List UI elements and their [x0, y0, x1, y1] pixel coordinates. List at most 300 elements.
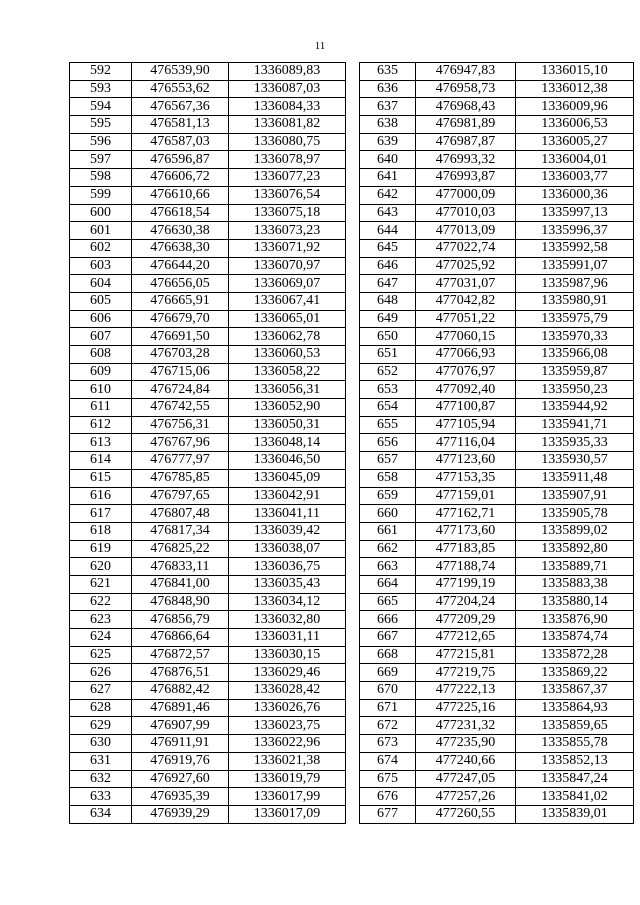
- point-number-cell: 675: [360, 770, 416, 788]
- y-coordinate-cell: 1335872,28: [516, 646, 634, 664]
- x-coordinate-cell: 476993,87: [416, 169, 516, 187]
- point-number-cell: 617: [70, 505, 132, 523]
- point-number-cell: 614: [70, 452, 132, 470]
- table-row: [70, 186, 346, 204]
- y-coordinate-cell: 1336084,33: [229, 98, 346, 116]
- x-coordinate-cell: 476767,96: [132, 434, 229, 452]
- point-number-cell: 635: [360, 63, 416, 81]
- y-coordinate-cell: 1335880,14: [516, 593, 634, 611]
- table-row: [360, 63, 634, 81]
- point-number-cell: 656: [360, 434, 416, 452]
- y-coordinate-cell: 1335992,58: [516, 239, 634, 257]
- table-row: [70, 169, 346, 187]
- point-number-cell: 598: [70, 169, 132, 187]
- x-coordinate-cell: 476587,03: [132, 133, 229, 151]
- table-row: [360, 770, 634, 788]
- point-number-cell: 660: [360, 505, 416, 523]
- table-row: [360, 699, 634, 717]
- table-row: [70, 80, 346, 98]
- x-coordinate-cell: 476993,32: [416, 151, 516, 169]
- y-coordinate-cell: 1335980,91: [516, 292, 634, 310]
- point-number-cell: 657: [360, 452, 416, 470]
- y-coordinate-cell: 1336006,53: [516, 116, 634, 134]
- x-coordinate-cell: 476919,76: [132, 752, 229, 770]
- x-coordinate-cell: 476866,64: [132, 629, 229, 647]
- table-row: [360, 346, 634, 364]
- point-number-cell: 674: [360, 752, 416, 770]
- table-row: [360, 505, 634, 523]
- point-number-cell: 600: [70, 204, 132, 222]
- x-coordinate-cell: 476817,34: [132, 522, 229, 540]
- point-number-cell: 630: [70, 735, 132, 753]
- y-coordinate-cell: 1336022,96: [229, 735, 346, 753]
- y-coordinate-cell: 1336060,53: [229, 346, 346, 364]
- point-number-cell: 599: [70, 186, 132, 204]
- y-coordinate-cell: 1335950,23: [516, 381, 634, 399]
- point-number-cell: 625: [70, 646, 132, 664]
- point-number-cell: 604: [70, 275, 132, 293]
- point-number-cell: 612: [70, 416, 132, 434]
- table-row: [70, 399, 346, 417]
- x-coordinate-cell: 477183,85: [416, 540, 516, 558]
- point-number-cell: 654: [360, 399, 416, 417]
- table-row: [360, 593, 634, 611]
- table-row: [70, 204, 346, 222]
- table-row: [360, 735, 634, 753]
- x-coordinate-cell: 477076,97: [416, 363, 516, 381]
- y-coordinate-cell: 1336070,97: [229, 257, 346, 275]
- x-coordinate-cell: 477260,55: [416, 805, 516, 823]
- x-coordinate-cell: 477159,01: [416, 487, 516, 505]
- table-row: [360, 222, 634, 240]
- table-row: [360, 204, 634, 222]
- x-coordinate-cell: 476742,55: [132, 399, 229, 417]
- x-coordinate-cell: 476596,87: [132, 151, 229, 169]
- y-coordinate-cell: 1335847,24: [516, 770, 634, 788]
- x-coordinate-cell: 476656,05: [132, 275, 229, 293]
- table-row: [360, 328, 634, 346]
- y-coordinate-cell: 1336028,42: [229, 682, 346, 700]
- x-coordinate-cell: 476833,11: [132, 558, 229, 576]
- x-coordinate-cell: 476703,28: [132, 346, 229, 364]
- y-coordinate-cell: 1336050,31: [229, 416, 346, 434]
- point-number-cell: 619: [70, 540, 132, 558]
- y-coordinate-cell: 1335935,33: [516, 434, 634, 452]
- point-number-cell: 608: [70, 346, 132, 364]
- point-number-cell: 666: [360, 611, 416, 629]
- point-number-cell: 676: [360, 788, 416, 806]
- y-coordinate-cell: 1335889,71: [516, 558, 634, 576]
- point-number-cell: 597: [70, 151, 132, 169]
- table-row: [70, 222, 346, 240]
- y-coordinate-cell: 1336042,91: [229, 487, 346, 505]
- x-coordinate-cell: 477219,75: [416, 664, 516, 682]
- x-coordinate-cell: 477204,24: [416, 593, 516, 611]
- point-number-cell: 595: [70, 116, 132, 134]
- table-row: [70, 363, 346, 381]
- y-coordinate-cell: 1336071,92: [229, 239, 346, 257]
- y-coordinate-cell: 1335883,38: [516, 575, 634, 593]
- x-coordinate-cell: 476841,00: [132, 575, 229, 593]
- y-coordinate-cell: 1335892,80: [516, 540, 634, 558]
- table-row: [360, 239, 634, 257]
- point-number-cell: 624: [70, 629, 132, 647]
- x-coordinate-cell: 477092,40: [416, 381, 516, 399]
- table-row: [360, 788, 634, 806]
- table-row: [360, 611, 634, 629]
- y-coordinate-cell: 1336041,11: [229, 505, 346, 523]
- point-number-cell: 640: [360, 151, 416, 169]
- y-coordinate-cell: 1335855,78: [516, 735, 634, 753]
- point-number-cell: 663: [360, 558, 416, 576]
- x-coordinate-cell: 477240,66: [416, 752, 516, 770]
- table-row: [70, 540, 346, 558]
- y-coordinate-cell: 1335874,74: [516, 629, 634, 647]
- x-coordinate-cell: 477066,93: [416, 346, 516, 364]
- y-coordinate-cell: 1336048,14: [229, 434, 346, 452]
- y-coordinate-cell: 1336080,75: [229, 133, 346, 151]
- x-coordinate-cell: 476567,36: [132, 98, 229, 116]
- table-row: [70, 292, 346, 310]
- y-coordinate-cell: 1336030,15: [229, 646, 346, 664]
- y-coordinate-cell: 1336005,27: [516, 133, 634, 151]
- table-row: [360, 664, 634, 682]
- x-coordinate-cell: 476638,30: [132, 239, 229, 257]
- y-coordinate-cell: 1335991,07: [516, 257, 634, 275]
- y-coordinate-cell: 1336034,12: [229, 593, 346, 611]
- table-row: [360, 682, 634, 700]
- y-coordinate-cell: 1335996,37: [516, 222, 634, 240]
- table-row: [70, 116, 346, 134]
- y-coordinate-cell: 1335987,96: [516, 275, 634, 293]
- point-number-cell: 607: [70, 328, 132, 346]
- y-coordinate-cell: 1336045,09: [229, 469, 346, 487]
- table-row: [360, 717, 634, 735]
- point-number-cell: 653: [360, 381, 416, 399]
- x-coordinate-cell: 476785,85: [132, 469, 229, 487]
- point-number-cell: 615: [70, 469, 132, 487]
- y-coordinate-cell: 1335867,37: [516, 682, 634, 700]
- x-coordinate-cell: 476610,66: [132, 186, 229, 204]
- x-coordinate-cell: 477231,32: [416, 717, 516, 735]
- y-coordinate-cell: 1336019,79: [229, 770, 346, 788]
- table-row: [70, 752, 346, 770]
- y-coordinate-cell: 1335930,57: [516, 452, 634, 470]
- y-coordinate-cell: 1336029,46: [229, 664, 346, 682]
- point-number-cell: 643: [360, 204, 416, 222]
- table-row: [360, 434, 634, 452]
- table-row: [70, 328, 346, 346]
- table-row: [360, 558, 634, 576]
- point-number-cell: 673: [360, 735, 416, 753]
- point-number-cell: 667: [360, 629, 416, 647]
- x-coordinate-cell: 476958,73: [416, 80, 516, 98]
- point-number-cell: 605: [70, 292, 132, 310]
- table-row: [360, 487, 634, 505]
- table-row: [360, 363, 634, 381]
- table-row: [70, 452, 346, 470]
- point-number-cell: 633: [70, 788, 132, 806]
- point-number-cell: 652: [360, 363, 416, 381]
- x-coordinate-cell: 477209,29: [416, 611, 516, 629]
- point-number-cell: 610: [70, 381, 132, 399]
- table-row: [70, 416, 346, 434]
- y-coordinate-cell: 1336017,99: [229, 788, 346, 806]
- x-coordinate-cell: 477188,74: [416, 558, 516, 576]
- y-coordinate-cell: 1336076,54: [229, 186, 346, 204]
- x-coordinate-cell: 476968,43: [416, 98, 516, 116]
- point-number-cell: 665: [360, 593, 416, 611]
- y-coordinate-cell: 1336039,42: [229, 522, 346, 540]
- point-number-cell: 592: [70, 63, 132, 81]
- x-coordinate-cell: 476882,42: [132, 682, 229, 700]
- point-number-cell: 626: [70, 664, 132, 682]
- y-coordinate-cell: 1336075,18: [229, 204, 346, 222]
- point-number-cell: 593: [70, 80, 132, 98]
- x-coordinate-cell: 477199,19: [416, 575, 516, 593]
- point-number-cell: 628: [70, 699, 132, 717]
- table-row: [70, 735, 346, 753]
- x-coordinate-cell: 476927,60: [132, 770, 229, 788]
- x-coordinate-cell: 477153,35: [416, 469, 516, 487]
- y-coordinate-cell: 1336035,43: [229, 575, 346, 593]
- y-coordinate-cell: 1336065,01: [229, 310, 346, 328]
- point-number-cell: 629: [70, 717, 132, 735]
- table-row: [70, 575, 346, 593]
- table-row: [70, 63, 346, 81]
- table-row: [360, 116, 634, 134]
- x-coordinate-cell: 476981,89: [416, 116, 516, 134]
- y-coordinate-cell: 1336023,75: [229, 717, 346, 735]
- table-row: [360, 646, 634, 664]
- y-coordinate-cell: 1336000,36: [516, 186, 634, 204]
- table-row: [70, 275, 346, 293]
- point-number-cell: 647: [360, 275, 416, 293]
- x-coordinate-cell: 476935,39: [132, 788, 229, 806]
- point-number-cell: 606: [70, 310, 132, 328]
- x-coordinate-cell: 477060,15: [416, 328, 516, 346]
- point-number-cell: 642: [360, 186, 416, 204]
- x-coordinate-cell: 476797,65: [132, 487, 229, 505]
- table-row: [70, 434, 346, 452]
- y-coordinate-cell: 1336004,01: [516, 151, 634, 169]
- x-coordinate-cell: 476724,84: [132, 381, 229, 399]
- table-row: [70, 469, 346, 487]
- point-number-cell: 671: [360, 699, 416, 717]
- point-number-cell: 651: [360, 346, 416, 364]
- x-coordinate-cell: 476876,51: [132, 664, 229, 682]
- point-number-cell: 636: [360, 80, 416, 98]
- point-number-cell: 601: [70, 222, 132, 240]
- y-coordinate-cell: 1336032,80: [229, 611, 346, 629]
- table-row: [360, 469, 634, 487]
- point-number-cell: 670: [360, 682, 416, 700]
- y-coordinate-cell: 1336012,38: [516, 80, 634, 98]
- x-coordinate-cell: 476618,54: [132, 204, 229, 222]
- x-coordinate-cell: 476679,70: [132, 310, 229, 328]
- point-number-cell: 655: [360, 416, 416, 434]
- x-coordinate-cell: 476891,46: [132, 699, 229, 717]
- table-row: [70, 717, 346, 735]
- x-coordinate-cell: 476581,13: [132, 116, 229, 134]
- x-coordinate-cell: 476715,06: [132, 363, 229, 381]
- table-row: [360, 275, 634, 293]
- point-number-cell: 661: [360, 522, 416, 540]
- table-row: [70, 133, 346, 151]
- y-coordinate-cell: 1336052,90: [229, 399, 346, 417]
- table-row: [360, 292, 634, 310]
- point-number-cell: 649: [360, 310, 416, 328]
- y-coordinate-cell: 1336017,09: [229, 805, 346, 823]
- table-row: [360, 752, 634, 770]
- y-coordinate-cell: 1335839,01: [516, 805, 634, 823]
- table-row: [70, 699, 346, 717]
- y-coordinate-cell: 1335907,91: [516, 487, 634, 505]
- table-row: [70, 257, 346, 275]
- table-row: [70, 522, 346, 540]
- table-row: [360, 98, 634, 116]
- y-coordinate-cell: 1336056,31: [229, 381, 346, 399]
- point-number-cell: 668: [360, 646, 416, 664]
- table-row: [70, 558, 346, 576]
- y-coordinate-cell: 1335970,33: [516, 328, 634, 346]
- x-coordinate-cell: 476907,99: [132, 717, 229, 735]
- table-row: [360, 310, 634, 328]
- point-number-cell: 662: [360, 540, 416, 558]
- x-coordinate-cell: 477235,90: [416, 735, 516, 753]
- table-row: [360, 257, 634, 275]
- point-number-cell: 639: [360, 133, 416, 151]
- point-number-cell: 669: [360, 664, 416, 682]
- x-coordinate-cell: 477013,09: [416, 222, 516, 240]
- table-row: [70, 770, 346, 788]
- table-row: [360, 381, 634, 399]
- y-coordinate-cell: 1336058,22: [229, 363, 346, 381]
- x-coordinate-cell: 476691,50: [132, 328, 229, 346]
- y-coordinate-cell: 1335944,92: [516, 399, 634, 417]
- table-row: [70, 646, 346, 664]
- y-coordinate-cell: 1336003,77: [516, 169, 634, 187]
- y-coordinate-cell: 1336087,03: [229, 80, 346, 98]
- y-coordinate-cell: 1335841,02: [516, 788, 634, 806]
- point-number-cell: 644: [360, 222, 416, 240]
- x-coordinate-cell: 476939,29: [132, 805, 229, 823]
- x-coordinate-cell: 477247,05: [416, 770, 516, 788]
- y-coordinate-cell: 1336036,75: [229, 558, 346, 576]
- point-number-cell: 596: [70, 133, 132, 151]
- x-coordinate-cell: 476825,22: [132, 540, 229, 558]
- point-number-cell: 637: [360, 98, 416, 116]
- y-coordinate-cell: 1336038,07: [229, 540, 346, 558]
- x-coordinate-cell: 477042,82: [416, 292, 516, 310]
- x-coordinate-cell: 477123,60: [416, 452, 516, 470]
- table-row: [70, 151, 346, 169]
- point-number-cell: 618: [70, 522, 132, 540]
- x-coordinate-cell: 476630,38: [132, 222, 229, 240]
- y-coordinate-cell: 1336031,11: [229, 629, 346, 647]
- table-row: [360, 169, 634, 187]
- x-coordinate-cell: 477051,22: [416, 310, 516, 328]
- point-number-cell: 634: [70, 805, 132, 823]
- y-coordinate-cell: 1335852,13: [516, 752, 634, 770]
- x-coordinate-cell: 476665,91: [132, 292, 229, 310]
- y-coordinate-cell: 1336078,97: [229, 151, 346, 169]
- table-row: [360, 399, 634, 417]
- x-coordinate-cell: 476947,83: [416, 63, 516, 81]
- y-coordinate-cell: 1336081,82: [229, 116, 346, 134]
- point-number-cell: 632: [70, 770, 132, 788]
- table-row: [70, 805, 346, 823]
- table-row: [70, 682, 346, 700]
- table-row: [70, 664, 346, 682]
- x-coordinate-cell: 477100,87: [416, 399, 516, 417]
- x-coordinate-cell: 476644,20: [132, 257, 229, 275]
- point-number-cell: 646: [360, 257, 416, 275]
- table-row: [70, 611, 346, 629]
- table-row: [360, 540, 634, 558]
- y-coordinate-cell: 1335911,48: [516, 469, 634, 487]
- y-coordinate-cell: 1336009,96: [516, 98, 634, 116]
- x-coordinate-cell: 477222,13: [416, 682, 516, 700]
- table-row: [360, 133, 634, 151]
- x-coordinate-cell: 477000,09: [416, 186, 516, 204]
- y-coordinate-cell: 1336015,10: [516, 63, 634, 81]
- y-coordinate-cell: 1336069,07: [229, 275, 346, 293]
- x-coordinate-cell: 476777,97: [132, 452, 229, 470]
- x-coordinate-cell: 476856,79: [132, 611, 229, 629]
- point-number-cell: 638: [360, 116, 416, 134]
- page-number: 11: [314, 40, 326, 52]
- y-coordinate-cell: 1335905,78: [516, 505, 634, 523]
- x-coordinate-cell: 476606,72: [132, 169, 229, 187]
- table-row: [360, 151, 634, 169]
- x-coordinate-cell: 477162,71: [416, 505, 516, 523]
- point-number-cell: 603: [70, 257, 132, 275]
- y-coordinate-cell: 1335966,08: [516, 346, 634, 364]
- y-coordinate-cell: 1335997,13: [516, 204, 634, 222]
- x-coordinate-cell: 476807,48: [132, 505, 229, 523]
- point-number-cell: 621: [70, 575, 132, 593]
- y-coordinate-cell: 1335959,87: [516, 363, 634, 381]
- point-number-cell: 659: [360, 487, 416, 505]
- y-coordinate-cell: 1335975,79: [516, 310, 634, 328]
- point-number-cell: 664: [360, 575, 416, 593]
- table-row: [70, 239, 346, 257]
- x-coordinate-cell: 477010,03: [416, 204, 516, 222]
- point-number-cell: 677: [360, 805, 416, 823]
- x-coordinate-cell: 477116,04: [416, 434, 516, 452]
- y-coordinate-cell: 1335941,71: [516, 416, 634, 434]
- point-number-cell: 602: [70, 239, 132, 257]
- table-row: [70, 381, 346, 399]
- x-coordinate-cell: 477257,26: [416, 788, 516, 806]
- table-row: [360, 186, 634, 204]
- coordinates-table-right: [359, 62, 634, 824]
- x-coordinate-cell: 476756,31: [132, 416, 229, 434]
- x-coordinate-cell: 476987,87: [416, 133, 516, 151]
- point-number-cell: 672: [360, 717, 416, 735]
- x-coordinate-cell: 477022,74: [416, 239, 516, 257]
- table-row: [70, 629, 346, 647]
- y-coordinate-cell: 1336021,38: [229, 752, 346, 770]
- table-row: [360, 522, 634, 540]
- x-coordinate-cell: 476911,91: [132, 735, 229, 753]
- point-number-cell: 622: [70, 593, 132, 611]
- x-coordinate-cell: 477173,60: [416, 522, 516, 540]
- x-coordinate-cell: 477225,16: [416, 699, 516, 717]
- x-coordinate-cell: 477105,94: [416, 416, 516, 434]
- point-number-cell: 645: [360, 239, 416, 257]
